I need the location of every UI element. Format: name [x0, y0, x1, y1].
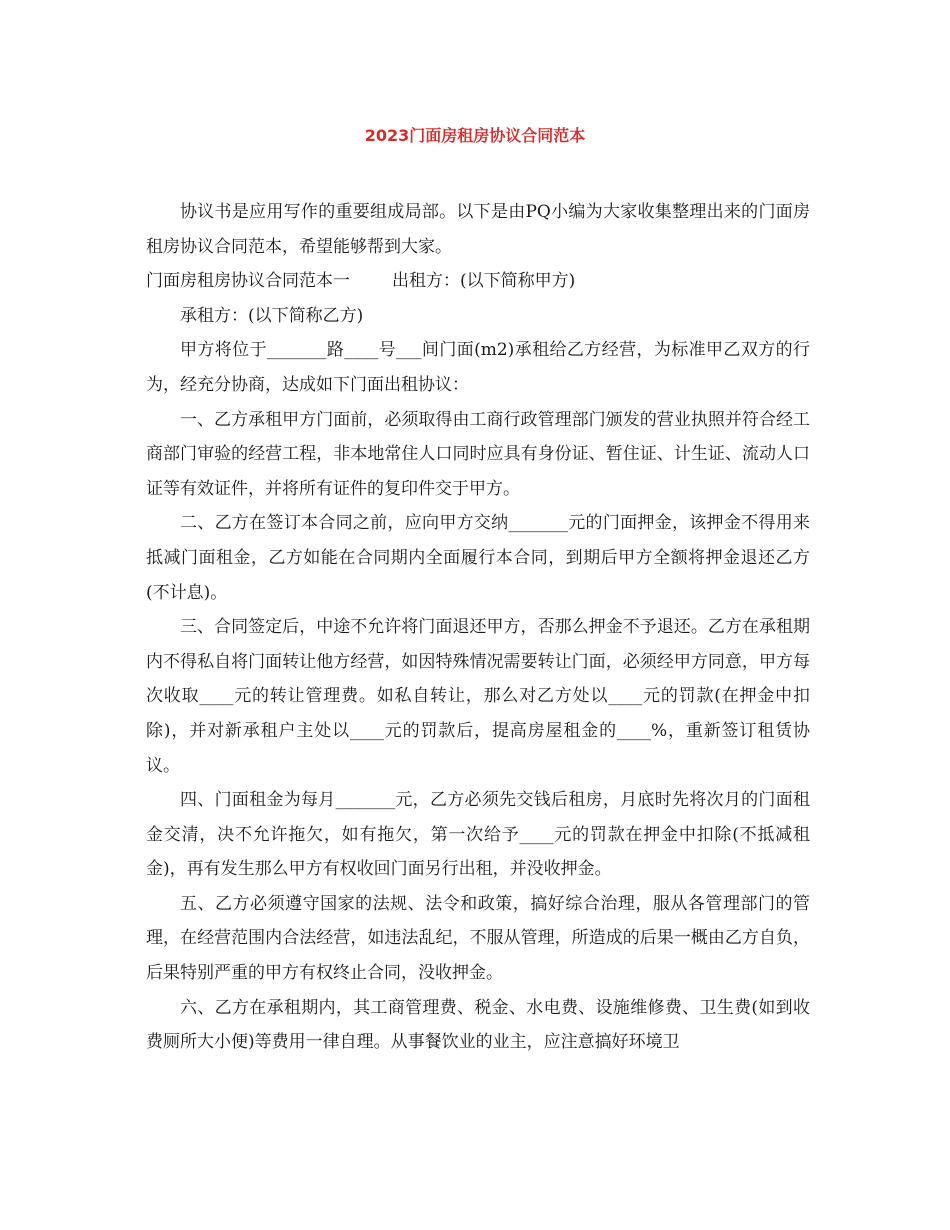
clause-paragraph: 四、门面租金为每月_______元，乙方必须先交钱后租房，月底时先将次月的门面租金交清，决不允许拖欠，如有拖欠，第一次给予____元的罚款在押金中扣除(不抵减租金)，再有发生那么甲方有权收回门面另行出租，并没收押金。: [146, 790, 810, 880]
intro-paragraph: 协议书是应用写作的重要组成局部。以下是由PQ小编为大家收集整理出来的门面房租房协议合同范本，希望能够帮到大家。: [146, 202, 810, 257]
document-body: [146, 195, 810, 1060]
clause-paragraph: 五、乙方必须遵守国家的法规、法令和政策，搞好综合治理，服从各管理部门的管理，在经营范围内合法经营，如违法乱纪，不服从管理，所造成的后果一概由乙方自负，后果特别严重的甲方有权终止合同，没收押金。: [146, 893, 810, 984]
document-title: 2023门面房租房协议合同范本: [364, 126, 586, 145]
clause-paragraph: 六、乙方在承租期内，其工商管理费、税金、水电费、设施维修费、卫生费(如到收费厕所大小便)等费用一律自理。从事餐饮业的业主，应注意搞好环境卫: [146, 997, 810, 1053]
clause-paragraph: 二、乙方在签订本合同之前，应向甲方交纳_______元的门面押金，该押金不得用来抵减门面租金，乙方如能在合同期内全面履行本合同，到期后甲方全额将押金退还乙方(不计息)。: [146, 513, 810, 603]
lessee-line: 承租方：(以下简称乙方): [180, 305, 364, 326]
preamble-paragraph: 甲方将位于_______路____号___间门面(m2)承租给乙方经营，为标准甲乙双方的行为，经充分协商，达成如下门面出租协议：: [146, 340, 810, 395]
heading-line: [146, 264, 810, 299]
clause-paragraph: 一、乙方承租甲方门面前，必须取得由工商行政管理部门颁发的营业执照并符合经工商部门审验的经营工程，非本地常住人口同时应具有身份证、暂住证、计生证、流动人口证等有效证件，并将所有证件的复印件交于甲方。: [146, 409, 810, 499]
contract-heading: 门面房租房协议合同范本一: [146, 271, 350, 292]
clause-paragraph: 三、合同签定后，中途不允许将门面退还甲方，否那么押金不予退还。乙方在承租期内不得私自将门面转让他方经营，如因特殊情况需要转让门面，必须经甲方同意，甲方每次收取____元的转让管理费。如私自转让，那么对乙方处以____元的罚款(在押金中扣除)，并对新承租户主处以____元的罚款后，提高房屋租金的____%，重新签订租赁协议。: [146, 617, 810, 776]
lessor-line: 出租方：(以下简称甲方): [392, 271, 576, 292]
